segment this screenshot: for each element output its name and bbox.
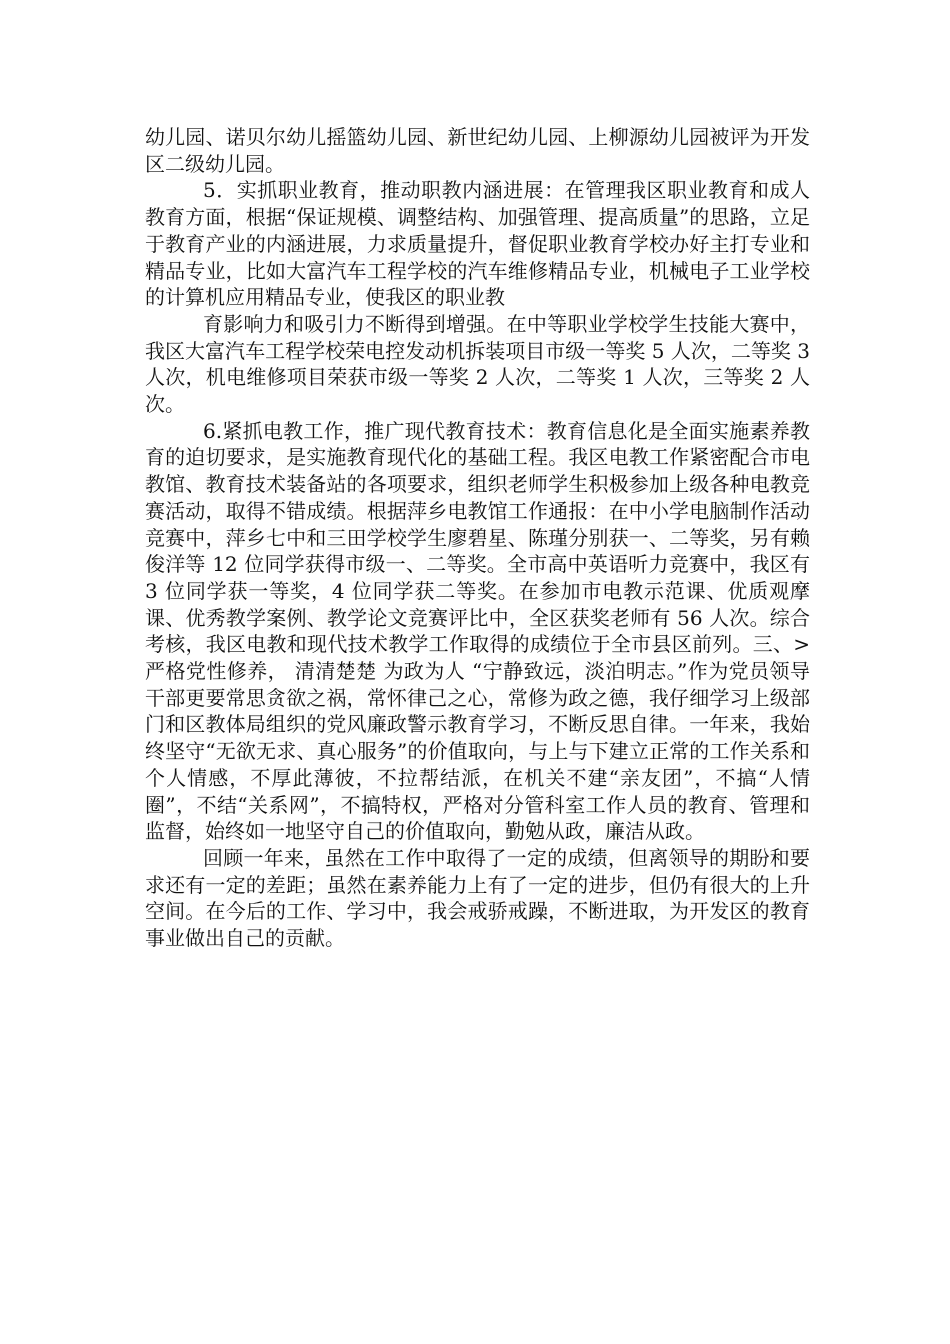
paragraph-kindergarten-continued: 幼儿园、诺贝尔幼儿摇篮幼儿园、新世纪幼儿园、上柳源幼儿园被评为开发区二级幼儿园。 bbox=[145, 125, 810, 176]
paragraph-audiovisual-education: 6.紧抓电教工作，推广现代教育技术：教育信息化是全面实施素养教育的迫切要求，是实施教育现代化的基础工程。我区电教工作紧密配合市电教馆、教育技术装备站的各项要求，组织老师学生积极参加上级各种电教竞赛活动，取得不错成绩。根据萍乡电教馆工作通报：在中小学电脑制作活动竞赛中，萍乡七中和三田学校学生廖碧星、陈瑾分别获一、二等奖，另有赖俊洋等 12 位同学获得市级一、二等奖。全市高中英语听力竞赛中，我区有 3 位同学获一等奖，4 位同学获二等奖。在参加市电教示范课、优质观摩课、优秀教学案例、教学论文竞赛评比中，全区获奖老师有 56 人次。综合考核，我区电教和现代技术教学工作取得的成绩位于全市县区前列。三、> 严格党性修养， 清清楚楚 为政为人 “宁静致远，淡泊明志。”作为党员领导干部更要常思贪欲之祸，常怀律己之心，常修为政之德，我仔细学习上级部门和区教体局组织的党风廉政警示教育学习，不断反思自律。一年来，我始终坚守“无欲无求、真心服务”的价值取向，与上与下建立正常的工作关系和个人情感，不厚此薄彼，不拉帮结派，在机关不建“亲友团”，不搞“人情圈”，不结“关系网”，不搞特权，严格对分管科室工作人员的教育、管理和监督，始终如一地坚守自己的价值取向，勤勉从政，廉洁从政。 bbox=[145, 418, 810, 844]
paragraph-vocational-education: 5．实抓职业教育，推动职教内涵进展：在管理我区职业教育和成人教育方面，根据“保证规模、调整结构、加强管理、提高质量”的思路，立足于教育产业的内涵进展，力求质量提升，督促职业教育学校办好主打专业和精品专业，比如大富汽车工程学校的汽车维修精品专业，机械电子工业学校的计算机应用精品专业，使我区的职业教 bbox=[145, 178, 810, 310]
paragraph-vocational-results: 育影响力和吸引力不断得到增强。在中等职业学校学生技能大赛中，我区大富汽车工程学校荣电控发动机拆装项目市级一等奖 5 人次，二等奖 3 人次，机电维修项目荣获市级一等奖 2 人次，二等奖 1 人次，三等奖 2 人次。 bbox=[145, 311, 810, 417]
document-body bbox=[145, 124, 810, 952]
paragraph-conclusion: 回顾一年来，虽然在工作中取得了一定的成绩，但离领导的期盼和要求还有一定的差距；虽然在素养能力上有了一定的进步，但仍有很大的上升空间。在今后的工作、学习中，我会戒骄戒躁，不断进取，为开发区的教育事业做出自己的贡献。 bbox=[145, 845, 810, 951]
